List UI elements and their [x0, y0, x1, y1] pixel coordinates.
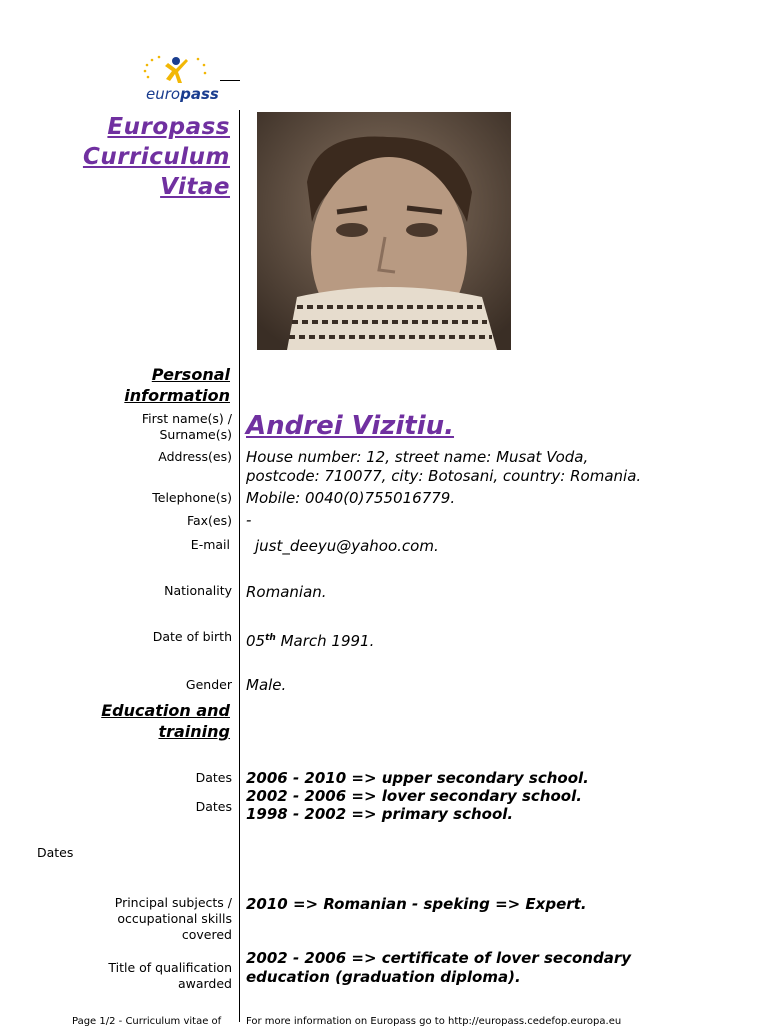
education-entries — [246, 769, 589, 824]
nationality-value: Romanian. — [246, 583, 327, 601]
telephone-value: Mobile: 0040(0)755016779. — [246, 489, 456, 507]
gender-value: Male. — [246, 676, 287, 694]
qualification-label: Title of qualification awarded — [108, 960, 232, 991]
nationality-label: Nationality — [164, 583, 232, 598]
dates-label-1: Dates — [195, 770, 232, 785]
subjects-label: Principal subjects / occupational skills covered — [114, 895, 232, 942]
education-heading: Education and training — [101, 701, 230, 741]
europass-logo — [132, 55, 240, 105]
footer-page-info: Page 1/2 - Curriculum vitae of — [72, 1016, 222, 1027]
dob-value: 05th March 1991. — [246, 632, 375, 650]
cv-title — [83, 112, 230, 202]
subjects-value: 2010 => Romanian - speking => Expert. — [246, 895, 587, 913]
gender-label: Gender — [185, 677, 232, 692]
personal-info-heading: Personal information — [124, 365, 230, 405]
footer-europass-link[interactable]: For more information on Europass go to http://europass.cedefop.europa.eu — [246, 1016, 622, 1027]
education-entry: 2002 - 2006 => lover secondary school. — [246, 787, 582, 805]
dob-label: Date of birth — [152, 629, 232, 644]
profile-photo — [257, 112, 511, 350]
europass-wordmark: europass — [146, 85, 219, 103]
logo-rule — [220, 80, 240, 81]
title-line-3: Vitae — [160, 174, 230, 200]
education-entry: 2006 - 2010 => upper secondary school. — [246, 769, 589, 787]
fax-value: - — [246, 511, 252, 529]
full-name: Andrei Vizitiu. — [246, 411, 455, 441]
email-value[interactable]: just_deeyu@yahoo.com. — [255, 537, 439, 555]
name-label: First name(s) / Surname(s) — [141, 411, 232, 442]
column-divider — [239, 110, 240, 1022]
dates-label-2: Dates — [195, 799, 232, 814]
title-line-1: Europass — [107, 114, 230, 140]
qualification-value: 2002 - 2006 => certificate of lover secondary education (graduation diploma). — [246, 949, 631, 986]
education-entry: 1998 - 2002 => primary school. — [246, 805, 514, 823]
dates-label-3: Dates — [37, 845, 74, 860]
telephone-label: Telephone(s) — [152, 490, 232, 505]
title-line-2: Curriculum — [82, 144, 230, 170]
europass-stars-icon — [138, 55, 218, 87]
address-value: House number: 12, street name: Musat Voda, postcode: 710077, city: Botosani, country: Romania. — [246, 448, 642, 485]
email-label: E-mail — [190, 537, 230, 552]
fax-label: Fax(es) — [186, 513, 232, 528]
address-label: Address(es) — [158, 449, 232, 464]
